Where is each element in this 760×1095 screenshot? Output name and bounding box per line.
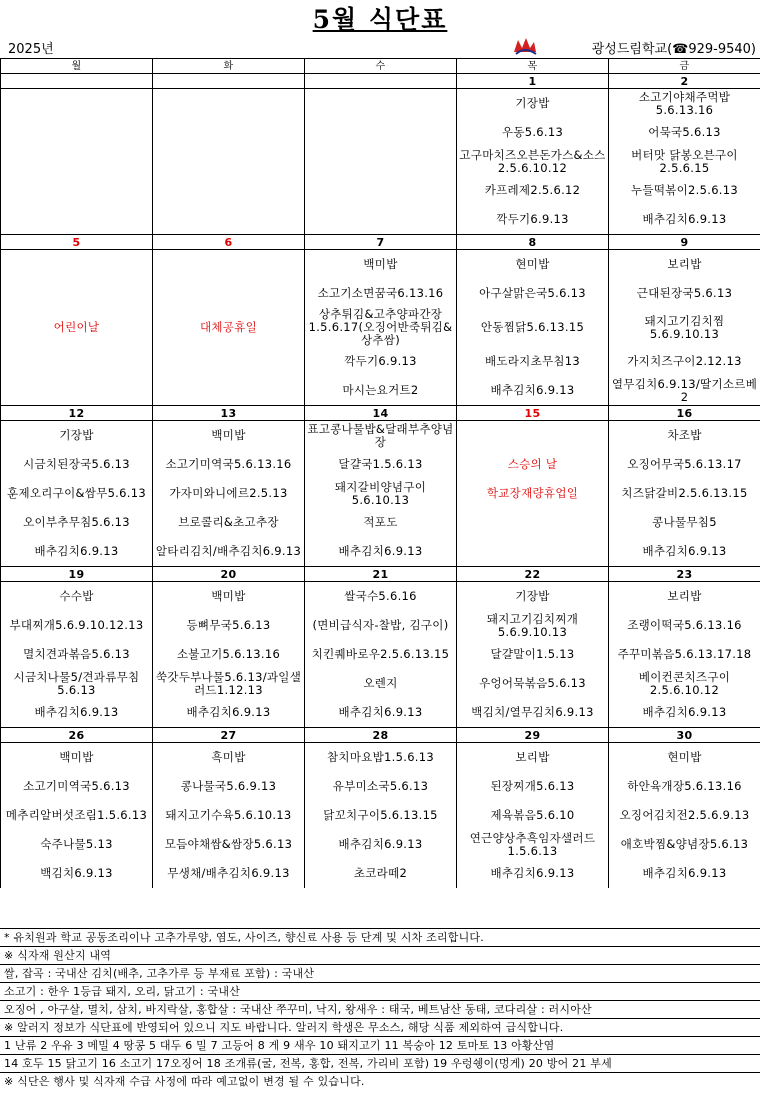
menu-item: 주꾸미볶음5.6.13.17.18 (609, 640, 760, 669)
menu-item: 고구마치즈오븐돈가스&소스2.5.6.10.12 (457, 147, 609, 176)
menu-item: 학교장재량휴업일 (457, 479, 609, 508)
menu-item: 흑미밥 (153, 743, 305, 773)
menu-item: 오징어무국5.6.13.17 (609, 450, 760, 479)
menu-item: 훈제오리구이&쌈무5.6.13 (1, 479, 153, 508)
menu-item: 깍두기6.9.13 (457, 205, 609, 235)
empty-cell (1, 118, 153, 147)
meal-row (1, 176, 760, 205)
menu-item (457, 508, 609, 537)
menu-item: 알타리김치/배추김치6.9.13 (153, 537, 305, 567)
empty-cell (153, 118, 305, 147)
menu-item: 기장밥 (1, 421, 153, 451)
menu-item: 배추김치6.9.13 (305, 537, 457, 567)
menu-item: 치즈닭갈비2.5.6.13.15 (609, 479, 760, 508)
menu-item: 초코라떼2 (305, 859, 457, 888)
date-cell: 2 (609, 74, 760, 89)
menu-item: 부대찌개5.6.9.10.12.13 (1, 611, 153, 640)
note-origin-3: 오징어 , 아구살, 멸치, 삼치, 바지락살, 홍합살 : 국내산 쭈꾸미, 낙지, 왕새우 : 태국, 베트남산 동태, 코다리살 : 러시아산 (0, 1000, 760, 1018)
meal-row (1, 611, 760, 640)
menu-item: 애호박찜&양념장5.6.13 (609, 830, 760, 859)
menu-item: 시금치나물5/견과류무침5.6.13 (1, 669, 153, 698)
menu-item: 백미밥 (153, 582, 305, 612)
meal-row (1, 582, 760, 612)
meal-row (1, 830, 760, 859)
menu-item: 깍두기6.9.13 (305, 347, 457, 376)
menu-calendar (0, 58, 760, 888)
meal-row (1, 801, 760, 830)
menu-item: 멸치견과볶음5.6.13 (1, 640, 153, 669)
empty-cell (305, 205, 457, 235)
date-cell (1, 74, 153, 89)
menu-item: 된장찌개5.6.13 (457, 772, 609, 801)
menu-item: 참치마요밥1.5.6.13 (305, 743, 457, 773)
menu-item: 돼지갈비양념구이5.6.10.13 (305, 479, 457, 508)
menu-item: 메추리알버섯조림1.5.6.13 (1, 801, 153, 830)
date-cell: 21 (305, 567, 457, 582)
menu-item: 배도라지초무침13 (457, 347, 609, 376)
date-row (1, 728, 760, 743)
menu-item: 배추김치6.9.13 (153, 698, 305, 728)
menu-item: 치킨퀘바로우2.5.6.13.15 (305, 640, 457, 669)
menu-item: 보리밥 (609, 250, 760, 280)
meal-row (1, 118, 760, 147)
menu-item: 무생채/배추김치6.9.13 (153, 859, 305, 888)
date-row (1, 74, 760, 89)
menu-item: 조랭이떡국5.6.13.16 (609, 611, 760, 640)
menu-item: 우엉어묵볶음5.6.13 (457, 669, 609, 698)
date-cell: 12 (1, 406, 153, 421)
menu-item: 베이컨콘치즈구이2.5.6.10.12 (609, 669, 760, 698)
date-cell: 1 (457, 74, 609, 89)
empty-cell (153, 176, 305, 205)
menu-item: 어묵국5.6.13 (609, 118, 760, 147)
date-cell: 16 (609, 406, 760, 421)
date-row (1, 406, 760, 421)
note-origin-2: 소고기 : 한우 1등급 돼지, 오리, 닭고기 : 국내산 (0, 982, 760, 1000)
page-title: 5월 식단표 (312, 5, 448, 34)
empty-cell (1, 176, 153, 205)
meal-row (1, 859, 760, 888)
meal-row (1, 537, 760, 567)
menu-item: 브로콜리&초고추장 (153, 508, 305, 537)
menu-item: 현미밥 (457, 250, 609, 280)
menu-item: 콩나물국5.6.9.13 (153, 772, 305, 801)
menu-item: 백미밥 (153, 421, 305, 451)
empty-cell (305, 147, 457, 176)
date-cell: 26 (1, 728, 153, 743)
menu-item: 아구살맑은국5.6.13 (457, 279, 609, 308)
menu-item: 차조밥 (609, 421, 760, 451)
menu-item: 닭꼬치구이5.6.13.15 (305, 801, 457, 830)
weekday-header: 금 (609, 59, 760, 74)
menu-item: 달걀국1.5.6.13 (305, 450, 457, 479)
date-cell: 14 (305, 406, 457, 421)
note-change: ※ 식단은 행사 및 식자재 수급 사정에 따라 예고없이 변경 될 수 있습니다. (0, 1072, 760, 1090)
menu-item: 가지치즈구이2.12.13 (609, 347, 760, 376)
menu-item: 안동찜닭5.6.13.15 (457, 308, 609, 347)
empty-cell (305, 176, 457, 205)
date-cell: 19 (1, 567, 153, 582)
note-allergy-2: 14 호두 15 닭고기 16 소고기 17오징어 18 조개류(굴, 전복, 홍합, 전복, 가리비 포함) 19 우렁쉥이(멍게) 20 방어 21 부세 (0, 1054, 760, 1072)
menu-item: 모듬야채쌈&쌈장5.6.13 (153, 830, 305, 859)
menu-item: 백미밥 (305, 250, 457, 280)
meal-row (1, 669, 760, 698)
menu-item: 버터맛 닭봉오븐구이2.5.6.15 (609, 147, 760, 176)
date-cell: 29 (457, 728, 609, 743)
menu-item: 숙주나물5.13 (1, 830, 153, 859)
menu-item: 유부미소국5.6.13 (305, 772, 457, 801)
menu-item: 오징어김치전2.5.6.9.13 (609, 801, 760, 830)
menu-item: 돼지고기수육5.6.10.13 (153, 801, 305, 830)
meal-row (1, 205, 760, 235)
menu-item: 보리밥 (457, 743, 609, 773)
menu-item: 기장밥 (457, 582, 609, 612)
menu-item: 배추김치6.9.13 (305, 830, 457, 859)
note-allergy-1: 1 난류 2 우유 3 메밀 4 땅콩 5 대두 6 밀 7 고등어 8 게 9 새우 10 돼지고기 11 복숭아 12 토마토 13 아황산염 (0, 1036, 760, 1054)
menu-item: 배추김치6.9.13 (609, 698, 760, 728)
menu-item: 소고기소면꿈국6.13.16 (305, 279, 457, 308)
meal-row (1, 89, 760, 119)
school-name: 광성드림학교(☎929-9540) (591, 42, 756, 57)
weekday-header: 화 (153, 59, 305, 74)
menu-item: 배추김치6.9.13 (305, 698, 457, 728)
menu-item: 소고기야채주먹밥5.6.13.16 (609, 89, 760, 119)
date-cell: 8 (457, 235, 609, 250)
menu-item: 수수밥 (1, 582, 153, 612)
menu-item: 배추김치6.9.13 (609, 859, 760, 888)
empty-cell (1, 205, 153, 235)
date-cell: 7 (305, 235, 457, 250)
menu-item: 현미밥 (609, 743, 760, 773)
menu-item: (면비급식자-찰밥, 김구이) (305, 611, 457, 640)
menu-item: 누들떡볶이2.5.6.13 (609, 176, 760, 205)
menu-item: 오렌지 (305, 669, 457, 698)
weekday-header: 월 (1, 59, 153, 74)
empty-cell (153, 205, 305, 235)
date-cell (305, 74, 457, 89)
menu-item: 오이부추무침5.6.13 (1, 508, 153, 537)
menu-item: 적포도 (305, 508, 457, 537)
meal-row (1, 250, 760, 280)
menu-item: 표고콩나물밥&달래부추양념장 (305, 421, 457, 451)
menu-item: 배추김치6.9.13 (1, 537, 153, 567)
menu-item: 기장밥 (457, 89, 609, 119)
meal-row (1, 508, 760, 537)
date-cell: 9 (609, 235, 760, 250)
date-cell: 22 (457, 567, 609, 582)
menu-item: 근대된장국5.6.13 (609, 279, 760, 308)
date-cell: 15 (457, 406, 609, 421)
meta-row (0, 36, 760, 58)
menu-item: 돼지고기김치찜5.6.9.10.13 (609, 308, 760, 347)
empty-cell (305, 89, 457, 119)
school-logo-icon (512, 34, 538, 60)
date-row (1, 235, 760, 250)
menu-item: 가자미와니에르2.5.13 (153, 479, 305, 508)
menu-item: 등뼈무국5.6.13 (153, 611, 305, 640)
menu-item: 마시는요거트2 (305, 376, 457, 406)
menu-item: 돼지고기김치찌개5.6.9.10.13 (457, 611, 609, 640)
empty-cell (153, 147, 305, 176)
menu-item: 시금치된장국5.6.13 (1, 450, 153, 479)
note-origin-title: ※ 식자재 원산지 내역 (0, 946, 760, 964)
meal-row (1, 421, 760, 451)
menu-item: 쌀국수5.6.16 (305, 582, 457, 612)
date-cell: 28 (305, 728, 457, 743)
date-cell: 13 (153, 406, 305, 421)
menu-item: 배추김치6.9.13 (457, 376, 609, 406)
menu-item: 배추김치6.9.13 (1, 698, 153, 728)
menu-item: 우동5.6.13 (457, 118, 609, 147)
menu-item: 배추김치6.9.13 (609, 205, 760, 235)
menu-item: 백김치6.9.13 (1, 859, 153, 888)
meal-row (1, 147, 760, 176)
date-row (1, 567, 760, 582)
menu-item: 열무김치6.9.13/딸기소르베2 (609, 376, 760, 406)
date-cell: 5 (1, 235, 153, 250)
weekday-header-row (1, 59, 760, 74)
page-title-wrap (0, 0, 760, 36)
empty-cell (1, 147, 153, 176)
menu-item (457, 421, 609, 451)
meal-row (1, 450, 760, 479)
menu-item: 배추김치6.9.13 (609, 537, 760, 567)
menu-item: 제육볶음5.6.10 (457, 801, 609, 830)
meal-row (1, 479, 760, 508)
meal-row (1, 772, 760, 801)
holiday-label: 대체공휴일 (153, 250, 305, 406)
date-cell: 27 (153, 728, 305, 743)
date-cell (153, 74, 305, 89)
menu-item (457, 537, 609, 567)
note-origin-1: 쌀, 잡곡 : 국내산 김치(배추, 고추가루 등 부재료 포함) : 국내산 (0, 964, 760, 982)
meal-row (1, 640, 760, 669)
menu-item: 상추튀김&고추양파간장1.5.6.17(오징어반죽튀김&상추쌈) (305, 308, 457, 347)
menu-item: 카프레제2.5.6.12 (457, 176, 609, 205)
meal-row (1, 698, 760, 728)
menu-item: 소불고기5.6.13.16 (153, 640, 305, 669)
date-cell: 30 (609, 728, 760, 743)
weekday-header: 수 (305, 59, 457, 74)
meal-row (1, 743, 760, 773)
holiday-label: 어린이날 (1, 250, 153, 406)
year-label: 2025년 (8, 42, 54, 57)
note-cooking: * 유치원과 학교 공동조리이나 고추가루양, 염도, 사이즈, 향신료 사용 등 단계 및 시차 조리합니다. (0, 928, 760, 946)
menu-item: 소고기미역국5.6.13 (1, 772, 153, 801)
menu-item: 연근양상추흑임자샐러드1.5.6.13 (457, 830, 609, 859)
date-cell: 20 (153, 567, 305, 582)
menu-item: 스승의 날 (457, 450, 609, 479)
menu-item: 백김치/열무김치6.9.13 (457, 698, 609, 728)
menu-item: 백미밥 (1, 743, 153, 773)
menu-item: 콩나물무침5 (609, 508, 760, 537)
menu-item: 달걀말이1.5.13 (457, 640, 609, 669)
empty-cell (153, 89, 305, 119)
empty-cell (305, 118, 457, 147)
weekday-header: 목 (457, 59, 609, 74)
menu-item: 보리밥 (609, 582, 760, 612)
note-allergy-title: ※ 알러지 정보가 식단표에 반영되어 있으니 지도 바랍니다. 알러지 학생은 무소스, 해당 식품 제외하여 급식합니다. (0, 1018, 760, 1036)
empty-cell (1, 89, 153, 119)
menu-item: 소고기미역국5.6.13.16 (153, 450, 305, 479)
menu-item: 하안육개장5.6.13.16 (609, 772, 760, 801)
menu-item: 쑥갓두부나물5.6.13/과일샐러드1.12.13 (153, 669, 305, 698)
date-cell: 6 (153, 235, 305, 250)
menu-item: 배추김치6.9.13 (457, 859, 609, 888)
date-cell: 23 (609, 567, 760, 582)
